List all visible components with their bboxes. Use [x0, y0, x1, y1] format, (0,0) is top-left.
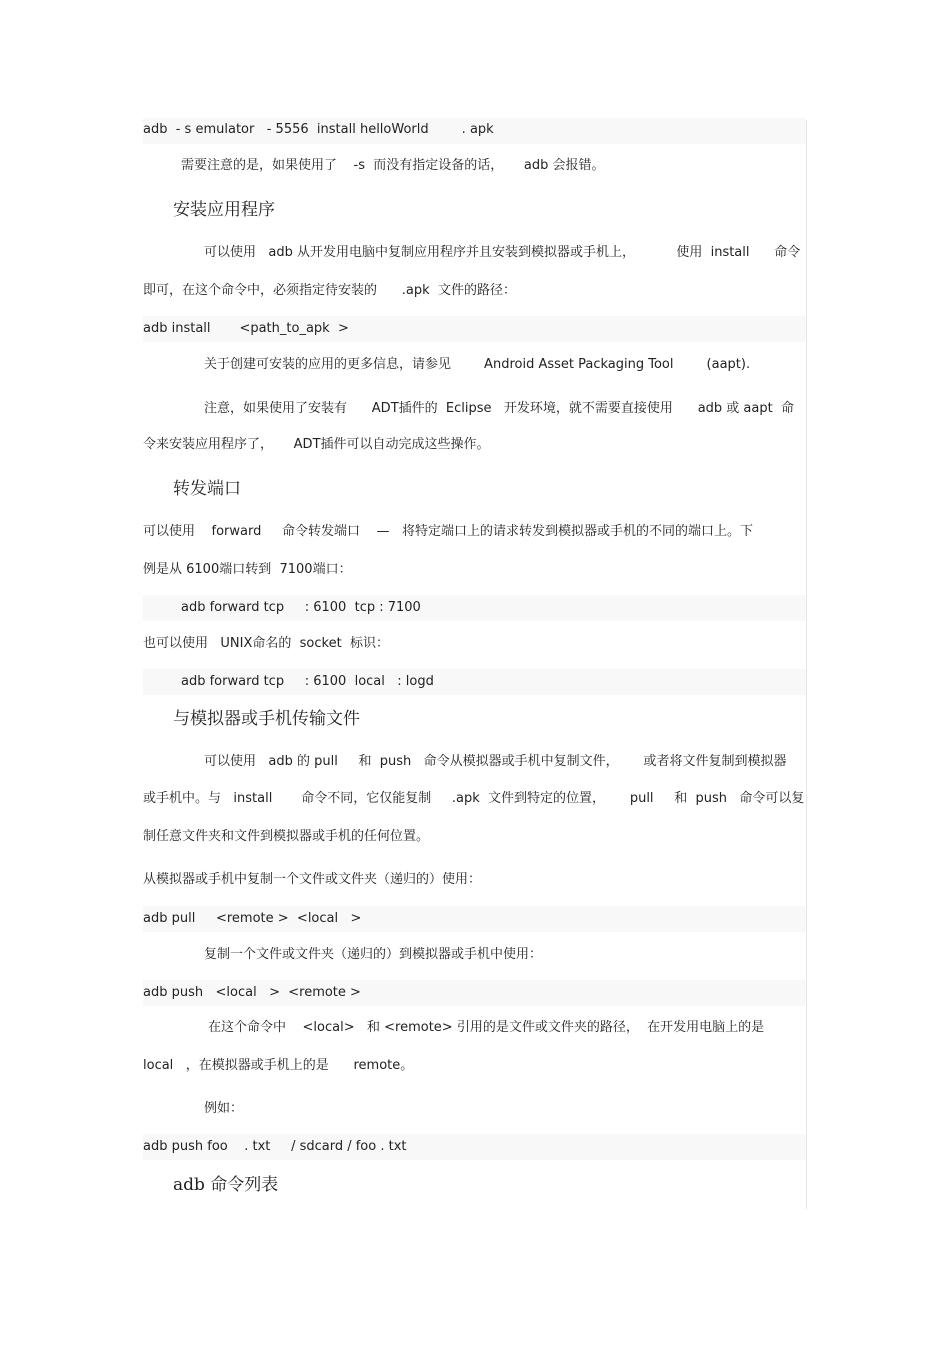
code-line-install: adb install <path_to_apk > [143, 321, 349, 336]
paragraph-forward-2: 也可以使用 UNIX命名的 socket 标识： [143, 636, 389, 651]
paragraph-install-3b: 令来安装应用程序了， ADT插件可以自动完成这些操作。 [143, 437, 490, 452]
code-line-install-emulator: adb - s emulator - 5556 install helloWorld . apk [143, 122, 494, 137]
code-line-push-example: adb push foo . txt / sdcard / foo . txt [143, 1139, 407, 1154]
paragraph-transfer-1c: 制任意文件夹和文件到模拟器或手机的任何位置。 [143, 829, 430, 844]
paragraph-transfer-4a: 在这个命令中 <local> 和 <remote> 引用的是文件或文件夹的路径， 在开发用电脑上的是 [208, 1020, 765, 1035]
paragraph-transfer-4b: local ，在模拟器或手机上的是 remote。 [143, 1058, 414, 1073]
code-line-forward-local: adb forward tcp : 6100 local : logd [181, 674, 434, 689]
paragraph-transfer-2: 从模拟器或手机中复制一个文件或文件夹（递归的）使用： [143, 872, 482, 887]
heading-forward-ports: 转发端口 [173, 479, 241, 499]
paragraph-forward-1b: 例是从 6100端口转到 7100端口： [143, 562, 352, 577]
paragraph-transfer-1b: 或手机中。与 install 命令不同，它仅能复制 .apk 文件到特定的位置， pull 和 push 命令可以复 [143, 791, 805, 806]
paragraph-install-1b: 即可，在这个命令中，必须指定待安装的 .apk 文件的路径： [143, 283, 516, 298]
heading-adb-commands: adb 命令列表 [173, 1175, 279, 1195]
paragraph-example-label: 例如： [204, 1101, 244, 1116]
code-line-pull: adb pull <remote > <local > [143, 911, 362, 926]
paragraph-forward-1a: 可以使用 forward 命令转发端口 — 将特定端口上的请求转发到模拟器或手机的不同的端口上。下 [143, 524, 753, 539]
heading-install-apps: 安装应用程序 [173, 200, 275, 220]
paragraph-transfer-3: 复制一个文件或文件夹（递归的）到模拟器或手机中使用： [204, 947, 543, 962]
paragraph-device-note: 需要注意的是，如果使用了 -s 而没有指定设备的话， adb 会报错。 [181, 158, 605, 173]
paragraph-install-1a: 可以使用 adb 从开发用电脑中复制应用程序并且安装到模拟器或手机上， 使用 install 命令 [204, 245, 801, 260]
code-line-forward-tcp: adb forward tcp : 6100 tcp : 7100 [181, 600, 421, 615]
paragraph-install-2: 关于创建可安装的应用的更多信息，请参见 Android Asset Packaging Tool (aapt). [204, 357, 751, 372]
paragraph-transfer-1a: 可以使用 adb 的 pull 和 push 命令从模拟器或手机中复制文件， 或者将文件复制到模拟器 [204, 754, 787, 769]
code-line-push: adb push <local > <remote > [143, 985, 361, 1000]
heading-transfer-files: 与模拟器或手机传输文件 [173, 709, 360, 729]
paragraph-install-3a: 注意，如果使用了安装有 ADT插件的 Eclipse 开发环境，就不需要直接使用 adb 或 aapt 命 [204, 401, 794, 416]
